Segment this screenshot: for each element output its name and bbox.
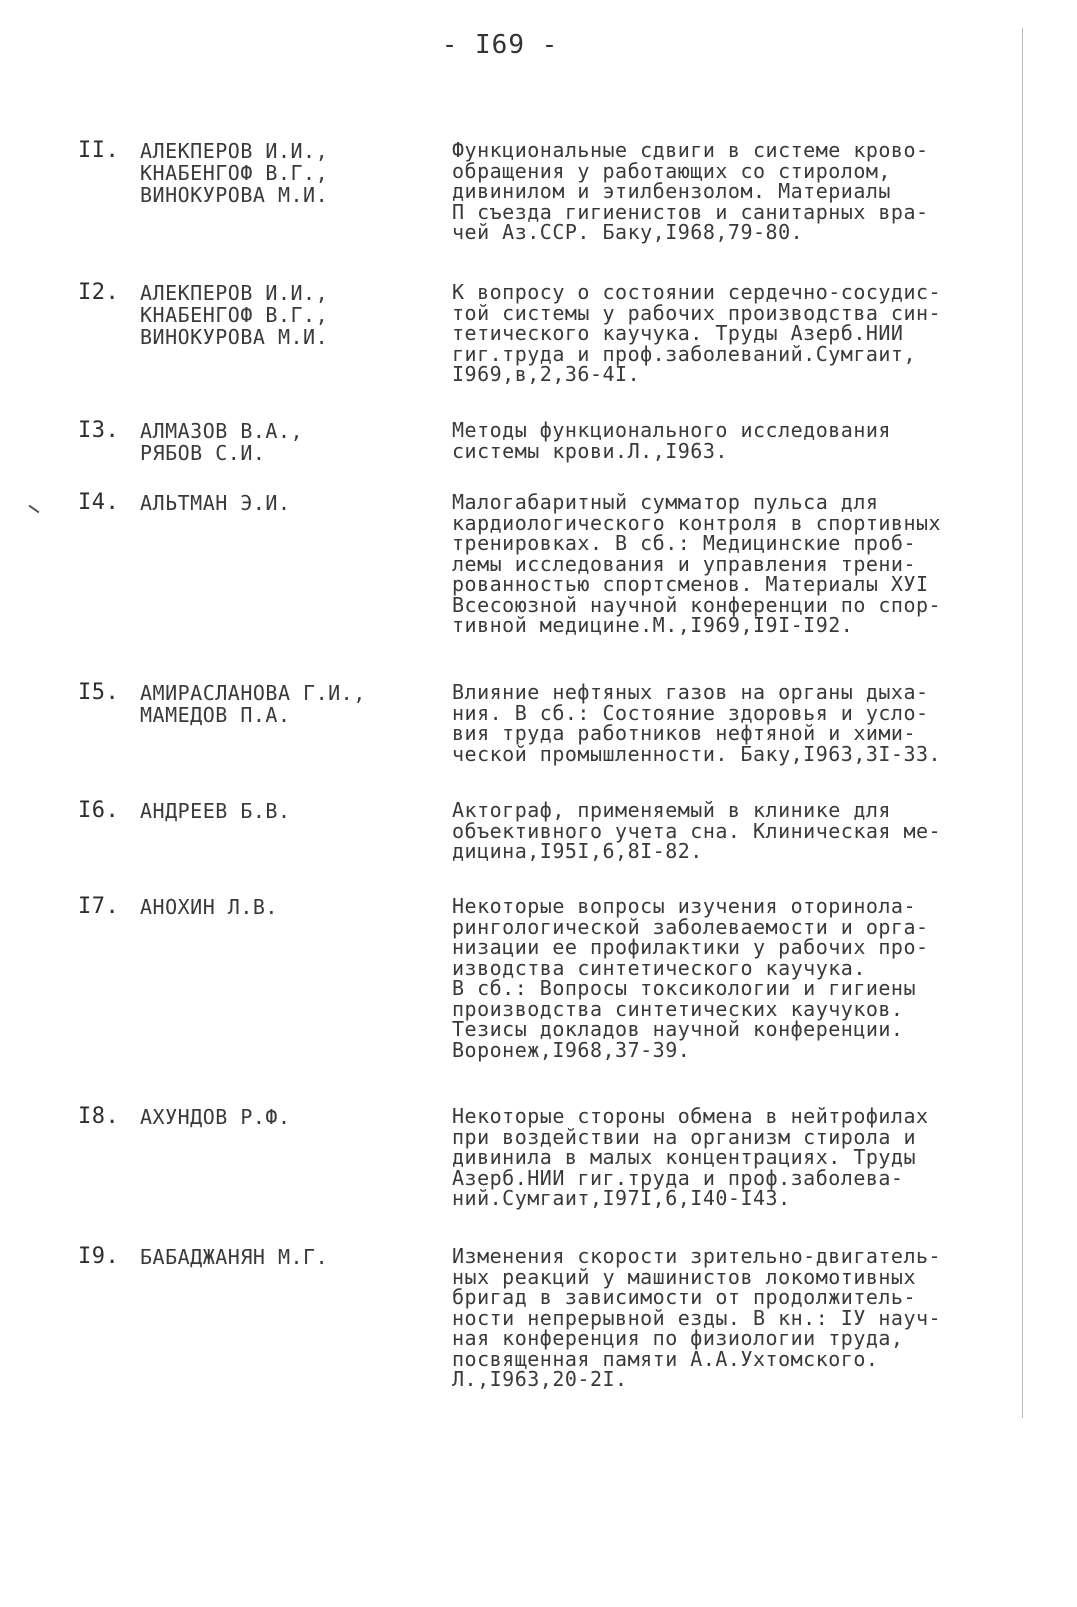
citation-line: Актограф, применяемый в клинике для [452,798,891,822]
citation-line: низации ее профилактики у рабочих про- [452,935,929,959]
author-name: АХУНДОВ Р.Ф. [140,1105,291,1129]
citation-line: Некоторые вопросы изучения оторинола- [452,894,917,918]
entry-authors [140,1106,420,1128]
citation-line: рингологической заболеваемости и орга- [452,914,929,939]
citation-line: рованностью спортсменов. Материалы ХУI [452,572,929,596]
citation-line: дивинилом и этилбензолом. Материалы [452,179,891,203]
entry-authors [140,1246,420,1268]
citation-line: Малогабаритный сумматор пульса для [452,490,879,514]
citation-line: Изменения скорости зрительно-двигатель- [452,1244,942,1268]
citation-line: Тезисы докладов научной конференции. [452,1017,904,1041]
margin-line [1022,28,1023,1418]
author-name: АЛЕКПЕРОВ И.И., [140,281,329,305]
author-name: БАБАДЖАНЯН М.Г. [140,1245,329,1269]
citation-line: системы крови.Л.,I963. [452,438,728,463]
citation-line: Л.,I963,20-2I. [452,1367,628,1391]
margin-tick-mark [29,505,40,514]
entry-citation [452,1246,1022,1390]
author-name: АМИРАСЛАНОВА Г.И., [140,681,366,705]
entry-number: I2. [78,280,120,305]
citation-line: при воздействии на организм стирола и [452,1124,917,1149]
citation-line: Азерб.НИИ гиг.труда и проф.заболева- [452,1165,904,1190]
entry-authors [140,800,420,822]
citation-line: Воронеж,I968,37-39. [452,1037,691,1062]
citation-line: Функциональные сдвиги в системе крово- [452,138,929,162]
citation-line: ности непрерывной езды. В кн.: IУ науч- [452,1305,942,1330]
author-name: КНАБЕНГОФ В.Г., [140,161,329,185]
citation-line: лемы исследования и управления трени- [452,551,917,576]
citation-line: кардиологического контроля в спортивных [452,510,942,535]
author-name: РЯБОВ С.И. [140,441,266,465]
author-name: ВИНОКУРОВА М.И. [140,325,329,349]
entry-citation [452,1106,1022,1209]
author-name: АЛЕКПЕРОВ И.И., [140,139,329,163]
citation-line: ная конференция по физиологии труда, [452,1326,904,1350]
entry-number: I9. [78,1244,120,1269]
citation-line: посвященная памяти А.А.Ухтомского. [452,1346,879,1371]
citation-line: ний.Сумгаит,I97I,6,I40-I43. [452,1186,791,1210]
citation-line: В сб.: Вопросы токсикологии и гигиены [452,976,917,1000]
citation-line: тренировках. В сб.: Медицинские проб- [452,531,917,555]
author-name: АЛЬТМАН Э.И. [140,491,291,515]
citation-line: производства синтетических каучуков. [452,996,904,1021]
entry-authors [140,282,420,348]
citation-line: П съезда гигиенистов и санитарных вра- [452,199,929,224]
citation-line: I969,в,2,36-4I. [452,362,641,386]
author-name: АНДРЕЕВ Б.В. [140,799,291,823]
citation-line: дицина,I95I,6,8I-82. [452,839,703,863]
citation-line: Влияние нефтяных газов на органы дыха- [452,680,929,704]
citation-line: дивинила в малых концентрациях. Труды [452,1145,917,1169]
entry-number: I4. [78,490,120,515]
page-number: - I69 - [441,30,559,60]
entry-number: I7. [78,894,120,919]
citation-line: изводства синтетического каучука. [452,955,866,980]
entry-authors [140,896,420,918]
entry-number: I5. [78,680,120,705]
citation-line: гиг.труда и проф.заболеваний.Сумгаит, [452,341,917,366]
author-name: АЛМАЗОВ В.А., [140,419,304,443]
entry-number: I6. [78,798,120,823]
citation-line: обращения у работающих со стиролом, [452,158,891,183]
entry-authors [140,682,420,726]
citation-line: объективного учета сна. Клиническая ме- [452,818,942,843]
citation-line: Некоторые стороны обмена в нейтрофилах [452,1104,929,1128]
entry-citation [452,492,1022,636]
author-name: КНАБЕНГОФ В.Г., [140,303,329,327]
entry-number: I8. [78,1104,120,1129]
entry-citation [452,140,1022,243]
citation-line: вия труда работников нефтяной и хими- [452,721,917,745]
citation-line: Методы функционального исследования [452,418,891,442]
citation-line: тивной медицине.М.,I969,I9I-I92. [452,613,854,637]
entry-authors [140,420,420,464]
entry-citation [452,800,1022,862]
citation-line: той системы у рабочих производства син- [452,300,942,325]
entry-citation [452,420,1022,461]
author-name: ВИНОКУРОВА М.И. [140,183,329,207]
entry-number: II. [78,138,120,163]
entry-authors [140,492,420,514]
author-name: МАМЕДОВ П.А. [140,703,291,727]
entry-citation [452,682,1022,764]
citation-line: тетического каучука. Труды Азерб.НИИ [452,321,904,345]
citation-line: бригад в зависимости от продолжитель- [452,1285,917,1309]
citation-line: ческой промышленности. Баку,I963,3I-33. [452,741,942,766]
author-name: АНОХИН Л.В. [140,895,278,919]
citation-line: ных реакций у машинистов локомотивных [452,1264,917,1289]
citation-line: чей Аз.ССР. Баку,I968,79-80. [452,220,804,244]
entry-citation [452,282,1022,385]
citation-line: Всесоюзной научной конференции по спор- [452,592,942,617]
entry-authors [140,140,420,206]
citation-line: К вопросу о состоянии сердечно-сосудис- [452,280,942,304]
entry-citation [452,896,1022,1060]
citation-line: ния. В сб.: Состояние здоровья и усло- [452,700,929,725]
entry-number: I3. [78,418,120,443]
